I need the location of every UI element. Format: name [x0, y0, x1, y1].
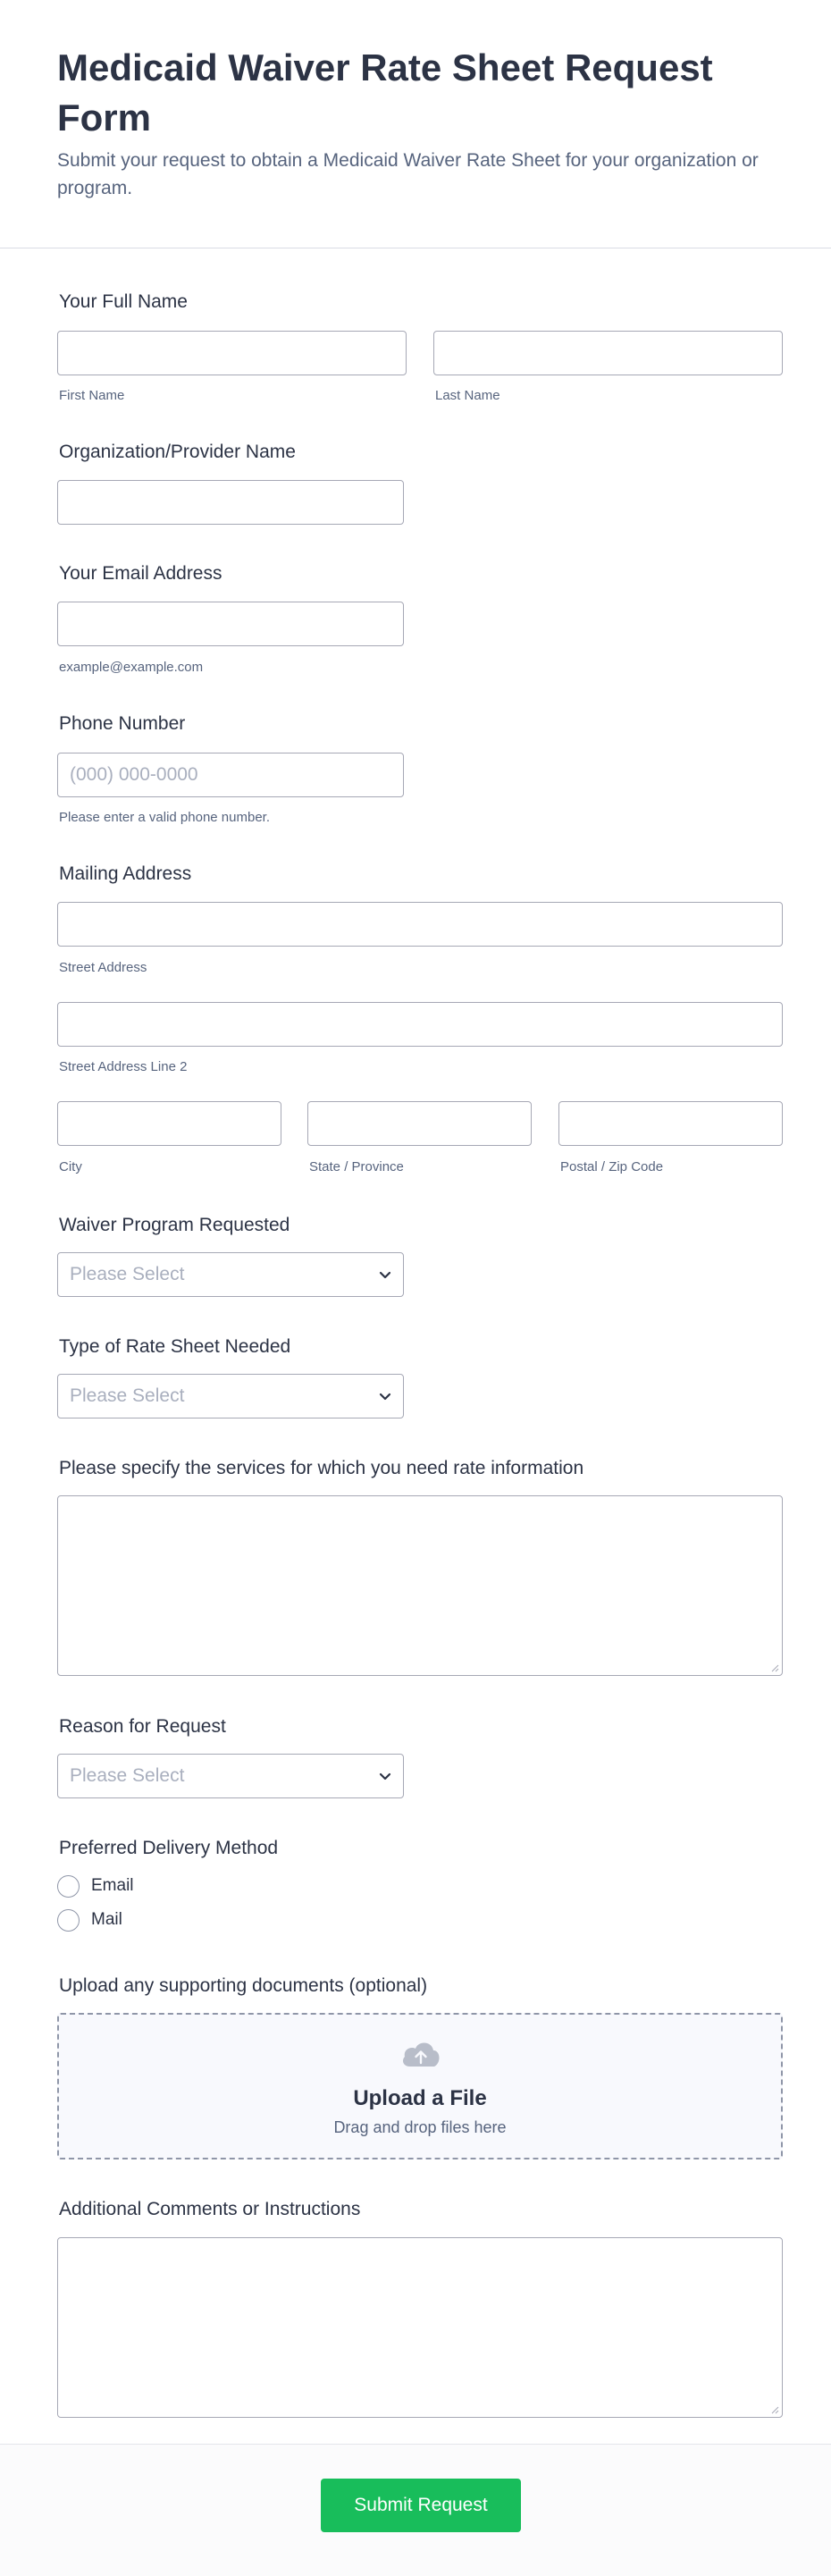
comments-label: Additional Comments or Instructions: [59, 2199, 361, 2219]
phone-sublabel: Please enter a valid phone number.: [59, 810, 270, 825]
city-sublabel: City: [59, 1159, 82, 1174]
last-name-sublabel: Last Name: [435, 388, 500, 403]
comments-textarea[interactable]: [57, 2237, 783, 2418]
upload-label: Upload any supporting documents (optional): [59, 1975, 428, 1996]
upload-subtitle: Drag and drop files here: [333, 2118, 507, 2136]
organization-input[interactable]: [57, 480, 404, 525]
file-upload-dropzone[interactable]: [57, 2013, 783, 2159]
street-address-sublabel: Street Address: [59, 960, 147, 975]
email-input[interactable]: [57, 602, 404, 646]
reason-selected: Please Select: [70, 1765, 185, 1786]
resize-handle-icon[interactable]: [770, 2405, 779, 2414]
chevron-down-icon: [376, 1767, 394, 1785]
street-address-input[interactable]: [57, 902, 783, 947]
radio-button[interactable]: [57, 1909, 80, 1932]
phone-input[interactable]: [57, 753, 404, 797]
email-sublabel: example@example.com: [59, 660, 204, 675]
radio-button[interactable]: [57, 1875, 80, 1898]
phone-label: Phone Number: [59, 713, 186, 734]
delivery-option-mail[interactable]: [57, 1907, 122, 1932]
form-footer: [0, 2444, 831, 2576]
state-sublabel: State / Province: [309, 1159, 404, 1174]
page-subtitle: Submit your request to obtain a Medicaid Waiver Rate Sheet for your organization or program.: [57, 150, 759, 198]
rate-sheet-type-select[interactable]: [57, 1374, 404, 1418]
delivery-method-label: Preferred Delivery Method: [59, 1838, 279, 1858]
services-textarea[interactable]: [57, 1495, 783, 1676]
rate-sheet-type-label: Type of Rate Sheet Needed: [59, 1336, 291, 1357]
full-name-label: Your Full Name: [59, 291, 188, 312]
chevron-down-icon: [376, 1387, 394, 1405]
cloud-upload-icon: [399, 2036, 443, 2072]
reason-label: Reason for Request: [59, 1716, 226, 1737]
reason-select[interactable]: [57, 1754, 404, 1798]
address-label: Mailing Address: [59, 863, 192, 884]
delivery-option-label: Mail: [91, 1910, 122, 1929]
upload-title: Upload a File: [353, 2086, 487, 2110]
street-address-line2-sublabel: Street Address Line 2: [59, 1059, 188, 1074]
resize-handle-icon[interactable]: [770, 1663, 779, 1672]
city-input[interactable]: [57, 1101, 281, 1146]
form-header: [0, 0, 831, 248]
first-name-input[interactable]: [57, 331, 407, 375]
delivery-option-label: Email: [91, 1876, 134, 1895]
zip-input[interactable]: [558, 1101, 783, 1146]
services-label: Please specify the services for which you need rate information: [59, 1458, 584, 1478]
waiver-program-select[interactable]: [57, 1252, 404, 1297]
rate-sheet-type-selected: Please Select: [70, 1385, 185, 1406]
page-title: Medicaid Waiver Rate Sheet Request Form: [57, 46, 713, 139]
state-input[interactable]: [307, 1101, 532, 1146]
phone-placeholder: (000) 000-0000: [70, 764, 198, 785]
organization-label: Organization/Provider Name: [59, 442, 296, 462]
street-address-line2-input[interactable]: [57, 1002, 783, 1047]
first-name-sublabel: First Name: [59, 388, 125, 403]
last-name-input[interactable]: [433, 331, 783, 375]
email-label: Your Email Address: [59, 563, 222, 584]
submit-button[interactable]: Submit Request: [321, 2479, 521, 2532]
chevron-down-icon: [376, 1266, 394, 1284]
waiver-program-label: Waiver Program Requested: [59, 1215, 290, 1235]
waiver-program-selected: Please Select: [70, 1264, 185, 1284]
delivery-option-email[interactable]: [57, 1873, 134, 1898]
zip-sublabel: Postal / Zip Code: [560, 1159, 664, 1174]
